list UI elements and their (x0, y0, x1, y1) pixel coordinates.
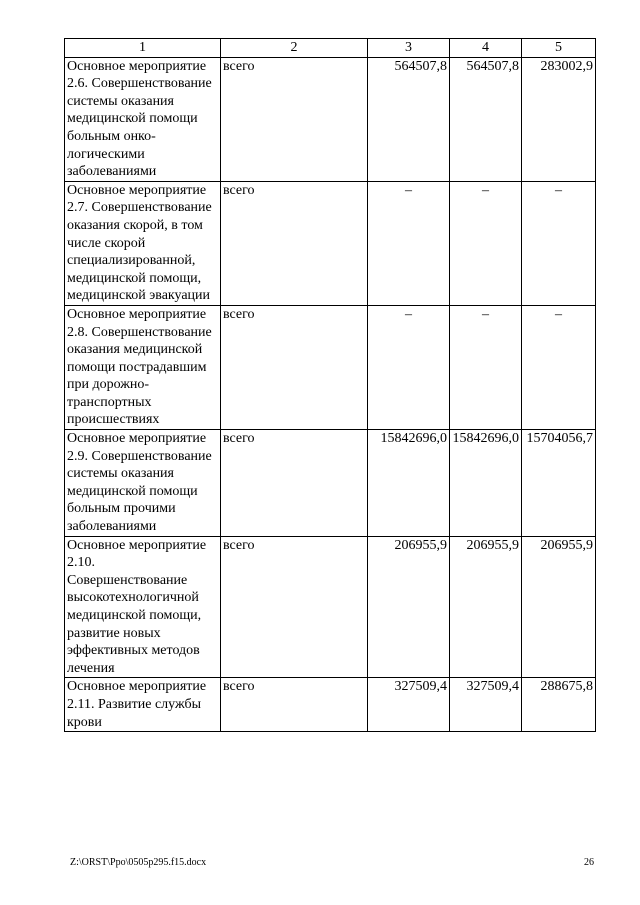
funding-table (64, 38, 596, 732)
value-cell-3: 15842696,0 (368, 430, 450, 537)
value-cell-3: – (368, 305, 450, 429)
measure-cell: Основное мероприятие 2.7. Совершенствование оказания скорой, в том числе скорой специализированной, медицинской помощи, медицинской эвакуации (65, 181, 221, 305)
table-row (65, 181, 596, 305)
column-header-3: 3 (368, 39, 450, 58)
column-header-4: 4 (450, 39, 522, 58)
footer-page-number: 26 (584, 857, 594, 868)
type-cell: всего (221, 305, 368, 429)
measure-cell: Основное мероприятие 2.11. Развитие службы крови (65, 678, 221, 732)
table-row (65, 430, 596, 537)
value-cell-3: 327509,4 (368, 678, 450, 732)
measure-cell: Основное мероприятие 2.10. Совершенствование высокотехнологичной медицинской помощи, развитие новых эффективных методов лечения (65, 536, 221, 678)
value-cell-4: – (450, 305, 522, 429)
value-cell-4: 206955,9 (450, 536, 522, 678)
type-cell: всего (221, 181, 368, 305)
type-cell: всего (221, 536, 368, 678)
value-cell-4: 564507,8 (450, 57, 522, 181)
column-header-2: 2 (221, 39, 368, 58)
measure-cell: Основное мероприятие 2.6. Совершенствование системы оказания медицинской помощи больным онко-логическими заболеваниями (65, 57, 221, 181)
value-cell-5: 283002,9 (522, 57, 596, 181)
value-cell-3: 564507,8 (368, 57, 450, 181)
type-cell: всего (221, 57, 368, 181)
table-row (65, 305, 596, 429)
value-cell-4: 327509,4 (450, 678, 522, 732)
column-header-5: 5 (522, 39, 596, 58)
table-header-row (65, 39, 596, 58)
table-row (65, 536, 596, 678)
type-cell: всего (221, 678, 368, 732)
value-cell-3: 206955,9 (368, 536, 450, 678)
footer-file-path: Z:\ORST\Ppo\0505p295.f15.docx (70, 857, 207, 868)
value-cell-5: 206955,9 (522, 536, 596, 678)
type-cell: всего (221, 430, 368, 537)
value-cell-4: – (450, 181, 522, 305)
value-cell-4: 15842696,0 (450, 430, 522, 537)
value-cell-5: – (522, 305, 596, 429)
table-row (65, 678, 596, 732)
value-cell-5: 288675,8 (522, 678, 596, 732)
value-cell-3: – (368, 181, 450, 305)
table-row (65, 57, 596, 181)
measure-cell: Основное мероприятие 2.9. Совершенствование системы оказания медицинской помощи больным прочими заболеваниями (65, 430, 221, 537)
measure-cell: Основное мероприятие 2.8. Совершенствование оказания медицинской помощи пострадавшим при дорожно-транспортных происшествиях (65, 305, 221, 429)
column-header-1: 1 (65, 39, 221, 58)
value-cell-5: – (522, 181, 596, 305)
value-cell-5: 15704056,7 (522, 430, 596, 537)
